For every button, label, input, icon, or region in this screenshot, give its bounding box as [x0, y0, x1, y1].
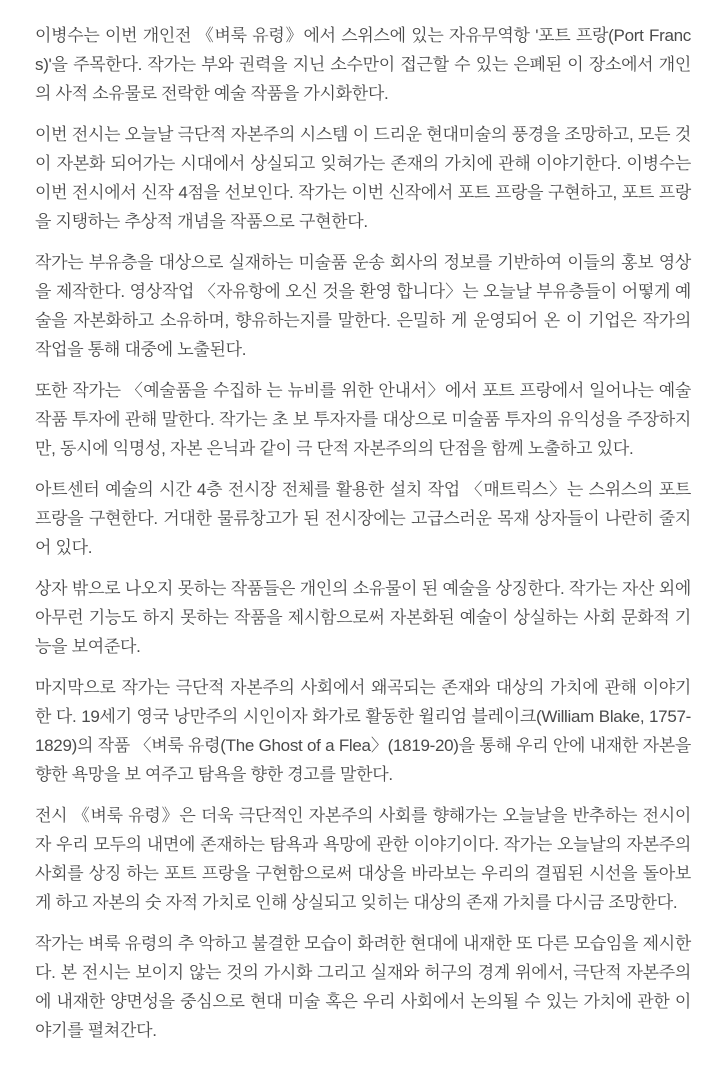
paragraph-william-blake: 마지막으로 작가는 극단적 자본주의 사회에서 왜곡되는 존재와 대상의 가치에 관해 이야기한 다. 19세기 영국 낭만주의 시인이자 화가로 활동한 윌리엄 블레이크(William Blake, 1757-1829)의 작품 〈벼룩 유령(The Ghost of a Flea〉(1819-20)을 통해 우리 안에 내재한 자본을 향한 욕망을 보 여주고 탐욕을 향한 경고를 말한다.	[35, 678, 691, 784]
paragraph-matrix-installation: 아트센터 예술의 시간 4층 전시장 전체를 활용한 설치 작업 〈매트릭스〉는 스위스의 포트 프랑을 구현한다. 거대한 물류창고가 된 전시장에는 고급스러운 목재 상자들이 나란히 줄지어 있다.	[35, 480, 691, 557]
paragraph-boxed-artworks: 상자 밖으로 나오지 못하는 작품들은 개인의 소유물이 된 예술을 상징한다. 작가는 자산 외에 아무런 기능도 하지 못하는 작품을 제시함으로써 자본화된 예술이 상실하는 사회 문화적 기능을 보여준다.	[35, 579, 691, 656]
paragraph-exhibition-overview: 이번 전시는 오늘날 극단적 자본주의 시스템 이 드리운 현대미술의 풍경을 조망하고, 모든 것이 자본화 되어가는 시대에서 상실되고 잊혀가는 존재의 가치에 관해 이야기한다. 이병수는 이번 전시에서 신작 4점을 선보인다. 작가는 이번 신작에서 포트 프랑을 구현하고, 포트 프랑을 지탱하는 추상적 개념을 작품으로 구현한다.	[35, 125, 691, 231]
paragraph-intro-port-francs: 이병수는 이번 개인전 《벼룩 유령》에서 스위스에 있는 자유무역항 '포트 프랑(Port Francs)'을 주목한다. 작가는 부와 권력을 지닌 소수만이 접근할 수 있는 은폐된 이 장소에서 개인 의 사적 소유물로 전락한 예술 작품을 가시화한다.	[35, 26, 691, 103]
paragraph-collecting-guide: 또한 작가는 〈예술품을 수집하 는 뉴비를 위한 안내서〉에서 포트 프랑에서 일어나는 예술 작품 투자에 관해 말한다. 작가는 초 보 투자자를 대상으로 미술품 투자의 유익성을 주장하지만, 동시에 익명성, 자본 은닉과 같이 극 단적 자본주의의 단점을 함께 노출하고 있다.	[35, 381, 691, 458]
paragraph-exhibition-meaning: 전시 《벼룩 유령》은 더욱 극단적인 자본주의 사회를 향해가는 오늘날을 반추하는 전시이자 우리 모두의 내면에 존재하는 탐욕과 욕망에 관한 이야기이다. 작가는 오늘날의 자본주의 사회를 상징 하는 포트 프랑을 구현함으로써 대상을 바라보는 우리의 결핍된 시선을 돌아보게 하고 자본의 숫 자적 가치로 인해 상실되고 잊히는 대상의 존재 가치를 다시금 조망한다.	[35, 806, 691, 912]
paragraph-closing: 작가는 벼룩 유령의 추 악하고 불결한 모습이 화려한 현대에 내재한 또 다른 모습임을 제시한다. 본 전시는 보이지 않는 것의 가시화 그리고 실재와 허구의 경계 위에서, 극단적 자본주의에 내재한 양면성을 중심으로 현대 미술 혹은 우리 사회에서 논의될 수 있는 가치에 관한 이야기를 펼쳐간다.	[35, 934, 691, 1040]
paragraph-video-work-welcome: 작가는 부유층을 대상으로 실재하는 미술품 운송 회사의 정보를 기반하여 이들의 홍보 영상을 제작한다. 영상작업 〈자유항에 오신 것을 환영 합니다〉는 오늘날 부유층들이 어떻게 예술을 자본화하고 소유하며, 향유하는지를 말한다. 은밀하 게 운영되어 온 이 기업은 작가의 작업을 통해 대중에 노출된다.	[35, 253, 691, 359]
